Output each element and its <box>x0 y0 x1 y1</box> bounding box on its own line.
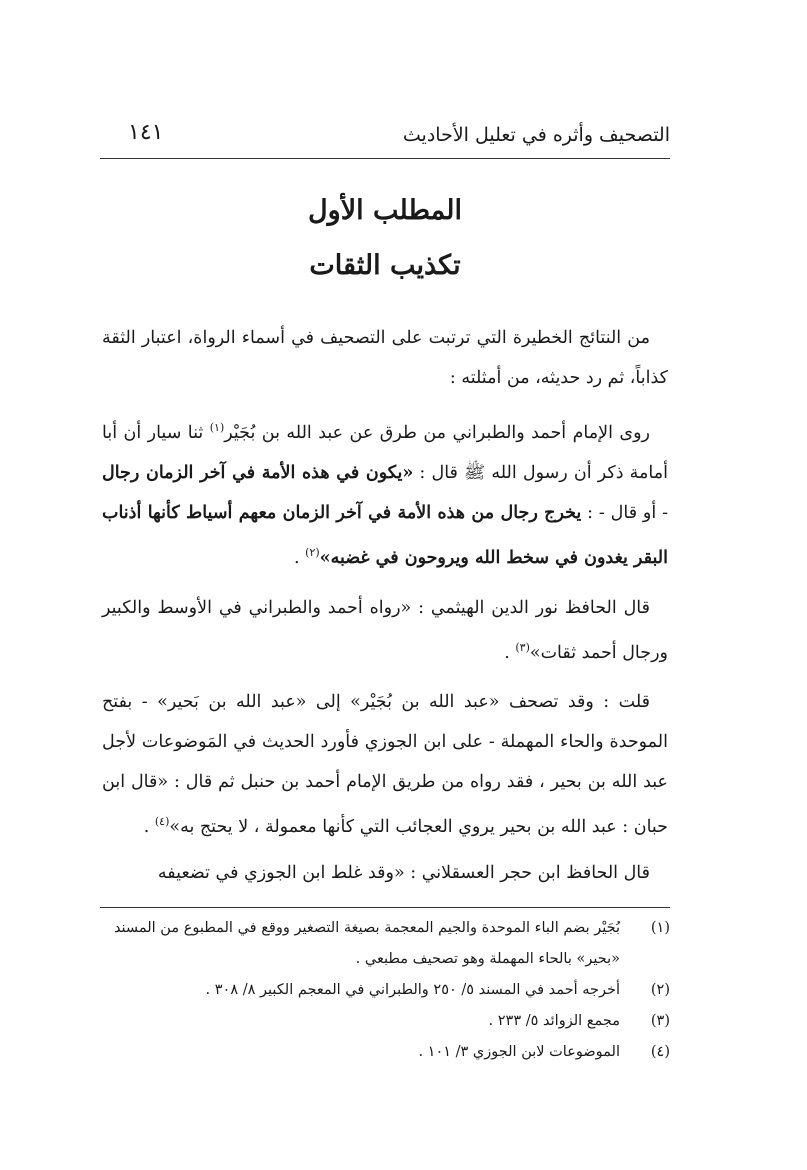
header-title: التصحيف وأثره في تعليل الأحاديث <box>402 124 670 146</box>
footnote-divider <box>100 907 670 908</box>
footnote-ref-1: (١) <box>209 421 225 434</box>
footnote-number: (٢) <box>650 982 670 998</box>
paragraph-1: من النتائج الخطيرة التي ترتبت على التصحيف في أسماء الرواة، اعتبار الثقة كذاباً، ثم رد حديثه، من أمثلته : <box>102 328 668 388</box>
footnote <box>100 913 670 975</box>
footnote-ref-4: (٤) <box>154 815 170 829</box>
footnote-ref-2: (٢) <box>305 545 320 559</box>
main-text <box>102 318 668 903</box>
footnote-text: الموضوعات لابن الجوزي ٣/ ١٠١ . <box>418 1044 620 1060</box>
footnote-text: مجمع الزوائد ٥/ ٢٣٣ . <box>488 1013 620 1029</box>
section-subtitle: تكذيب الثقات <box>309 250 461 281</box>
footnote-number: (٣) <box>650 1013 670 1029</box>
footnote-number: (١) <box>650 920 670 936</box>
footnote-text: أخرجه أحمد في المسند ٥/ ٢٥٠ والطبراني في المعجم الكبير ٨/ ٣٠٨ . <box>205 982 620 998</box>
paragraph-3 <box>102 588 668 673</box>
hadith-text-1: «يكون في هذه الأمة في آخر الزمان رجال <box>102 462 414 483</box>
p2-text-b: ثنا سيار أن أبا أمامة ذكر أن رسول الله ﷺ قال : <box>102 422 668 483</box>
page-number: ١٤١ <box>128 120 164 145</box>
header-rule <box>100 158 670 159</box>
running-header <box>100 118 670 158</box>
footnotes <box>100 913 670 1068</box>
p2-text-d: . <box>294 547 306 568</box>
footnote-ref-3: (٣) <box>515 640 530 654</box>
p4-text-b: . <box>143 817 155 838</box>
footnote-number: (٤) <box>650 1044 670 1060</box>
footnote <box>100 975 670 1006</box>
footnote <box>100 1037 670 1068</box>
footnote-text: بُجَيْر بضم الباء الموحدة والجيم المعجمة بصيغة التصغير ووقع في المطبوع من المسند «بحير» بالحاء المهملة وهو تصحيف مطبعي . <box>113 920 620 967</box>
paragraph-4 <box>102 682 668 847</box>
section-heading: المطلب الأول <box>308 195 462 226</box>
p2-text-a: روى الإمام أحمد والطبراني من طرق عن عبد الله بن بُجَيْر <box>224 422 650 443</box>
p4-text-a: قلت : وقد تصحف «عبد الله بن بُجَيْر» إلى «عبد الله بن بَحير» - بفتح الموحدة والحاء المهملة - على ابن الجوزي فأورد الحديث في المَوضوعات لأجل عبد الله بن بحير ، فقد رواه من طريق الإمام أحمد بن حنبل ثم قال : «قال ابن حبان : عبد الله بن بحير يروي العجائب التي كأنها معمولة ، لا يحتج به» <box>102 692 668 838</box>
paragraph-2 <box>102 408 668 578</box>
p3-text-b: . <box>504 642 516 663</box>
footnote <box>100 1006 670 1037</box>
paragraph-5: قال الحافظ ابن حجر العسقلاني : «وقد غلط ابن الجوزي في تضعيفه <box>157 863 650 884</box>
hadith-text-2: يخرج رجال من هذه الأمة في آخر الزمان معهم أسياط كأنها أذناب البقر يغدون في سخط الله ويروحون في غضبه» <box>102 502 668 568</box>
p3-text-a: قال الحافظ نور الدين الهيثمي : «رواه أحمد والطبراني في الأوسط والكبير ورجال أحمد ثقات» <box>102 597 668 663</box>
p2-text-c: - أو قال - : <box>581 502 669 523</box>
